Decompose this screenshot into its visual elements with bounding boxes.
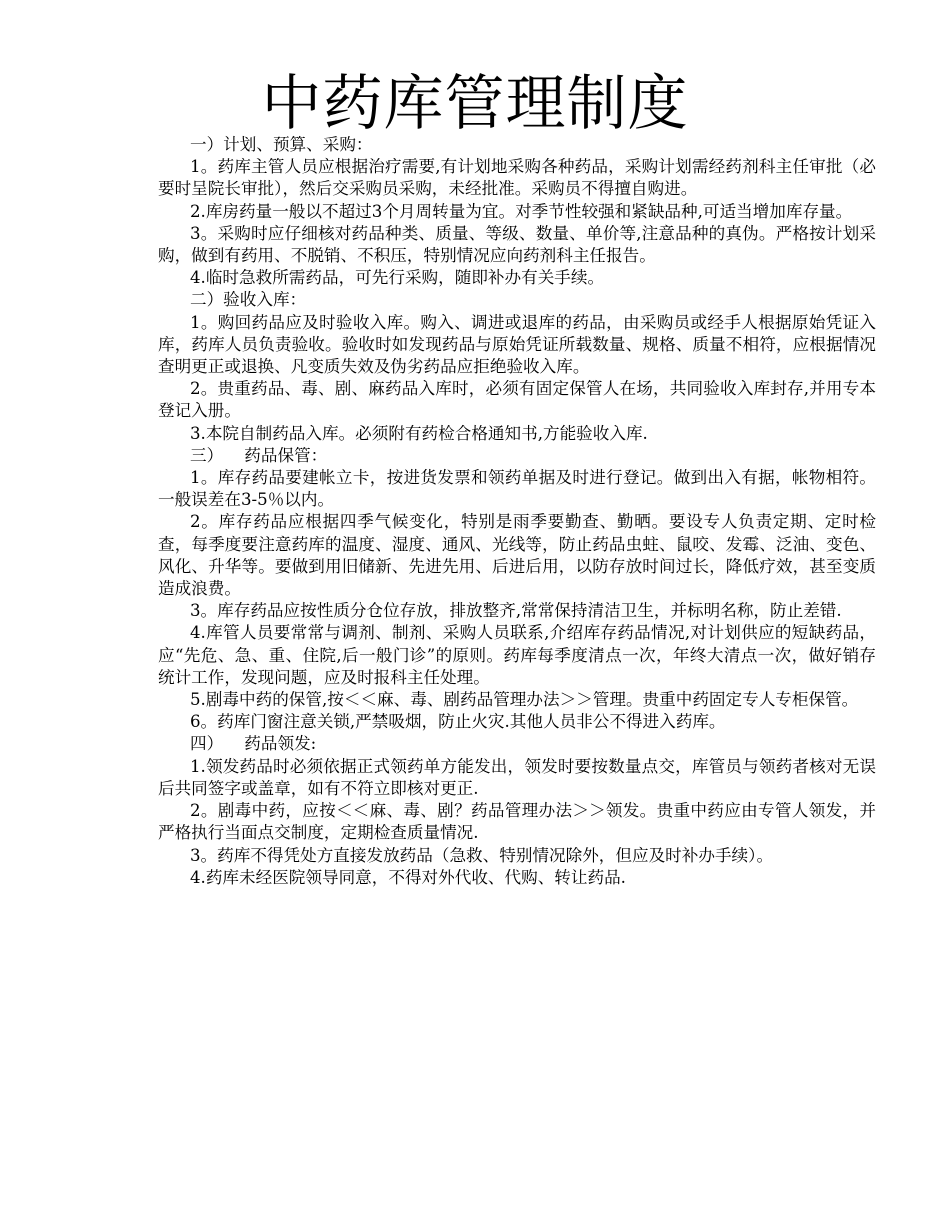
paragraph: 4.临时急救所需药品，可先行采购，随即补办有关手续。 [190,268,605,288]
paragraph: 1。药库主管人员应根据治疗需要,有计划地采购各种药品，采购计划需经药剂科主任审批（必要时呈院长审批），然后交采购员采购，未经批准。采购员不得擅自购进。 [158,157,876,199]
section-heading-storage: 三） 药品保管： [190,445,328,465]
paragraph: 1。库存药品要建帐立卡，按进货发票和领药单据及时进行登记。做到出入有据，帐物相符。一般误差在3-5％以内。 [158,468,876,510]
paragraph: 2。贵重药品、毒、剧、麻药品入库时，必须有固定保管人在场，共同验收入库封存,并用专本登记入册。 [158,379,876,421]
paragraph: 4.药库未经医院领导同意，不得对外代收、代购、转让药品. [190,867,626,887]
section-heading-acceptance: 二）验收入库： [190,290,307,310]
paragraph: 3。采购时应仔细核对药品种类、质量、等级、数量、单价等,注意品种的真伪。严格按计划采购，做到有药用、不脱销、不积压，特别情况应向药剂科主任报告。 [158,223,876,266]
paragraph: 3。药库不得凭处方直接发放药品（急救、特别情况除外，但应及时补办手续）。 [190,845,774,865]
paragraph: 1。购回药品应及时验收入库。购入、调进或退库的药品，由采购员或经手人根据原始凭证入库，药库人员负责验收。验收时如发现药品与原始凭证所载数量、规格、质量不相符，应根据情况查明更正或退换、凡变质失效及伪劣药品应拒绝验收入库。 [158,312,876,377]
section-heading-dispensing: 四） 药品领发: [190,734,317,754]
paragraph: 2。库存药品应根据四季气候变化，特别是雨季要勤查、勤晒。要设专人负责定期、定时检查，每季度要注意药库的温度、湿度、通风、光线等，防止药品虫蛀、鼠咬、发霉、泛油、变色、风化、升华等。要做到用旧储新、先进先用、后进后用，以防存放时间过长，降低疗效，甚至变质造成浪费。 [158,512,876,599]
paragraph: 2。剧毒中药，应按＜＜麻、毒、剧？药品管理办法＞＞领发。贵重中药应由专管人领发，并严格执行当面点交制度，定期检查质量情况. [158,801,876,843]
paragraph: 4.库管人员要常常与调剂、制剂、采购人员联系,介绍库存药品情况,对计划供应的短缺药品，应“先危、急、重、住院,后一般门诊”的原则。药库每季度清点一次，年终大清点一次，做好销存统计工作，发现问题，应及时报科主任处理。 [158,623,876,687]
document-body [158,134,876,889]
page-title: 中药库管理制度 [261,69,689,139]
paragraph: 1.领发药品时必须依据正式领药单方能发出，领发时要按数量点交，库管员与领药者核对无误后共同签字或盖章，如有不符立即核对更正. [158,756,876,798]
section-heading-plan: 一）计划、预算、采购： [190,135,373,154]
paragraph: 5.剧毒中药的保管,按＜＜麻、毒、剧药品管理办法＞＞管理。贵重中药固定专人专柜保管。 [190,690,859,710]
paragraph: 3.本院自制药品入库。必须附有药检合格通知书,方能验收入库. [190,423,648,443]
paragraph: 6。药库门窗注意关锁,严禁吸烟，防止火灾.其他人员非公不得进入药库。 [190,712,726,732]
paragraph: 2.库房药量一般以不超过3个月周转量为宜。对季节性较强和紧缺品种,可适当增加库存量。 [190,201,853,221]
paragraph: 3。库存药品应按性质分仓位存放，排放整齐,常常保持清洁卫生，并标明名称，防止差错. [190,601,842,621]
